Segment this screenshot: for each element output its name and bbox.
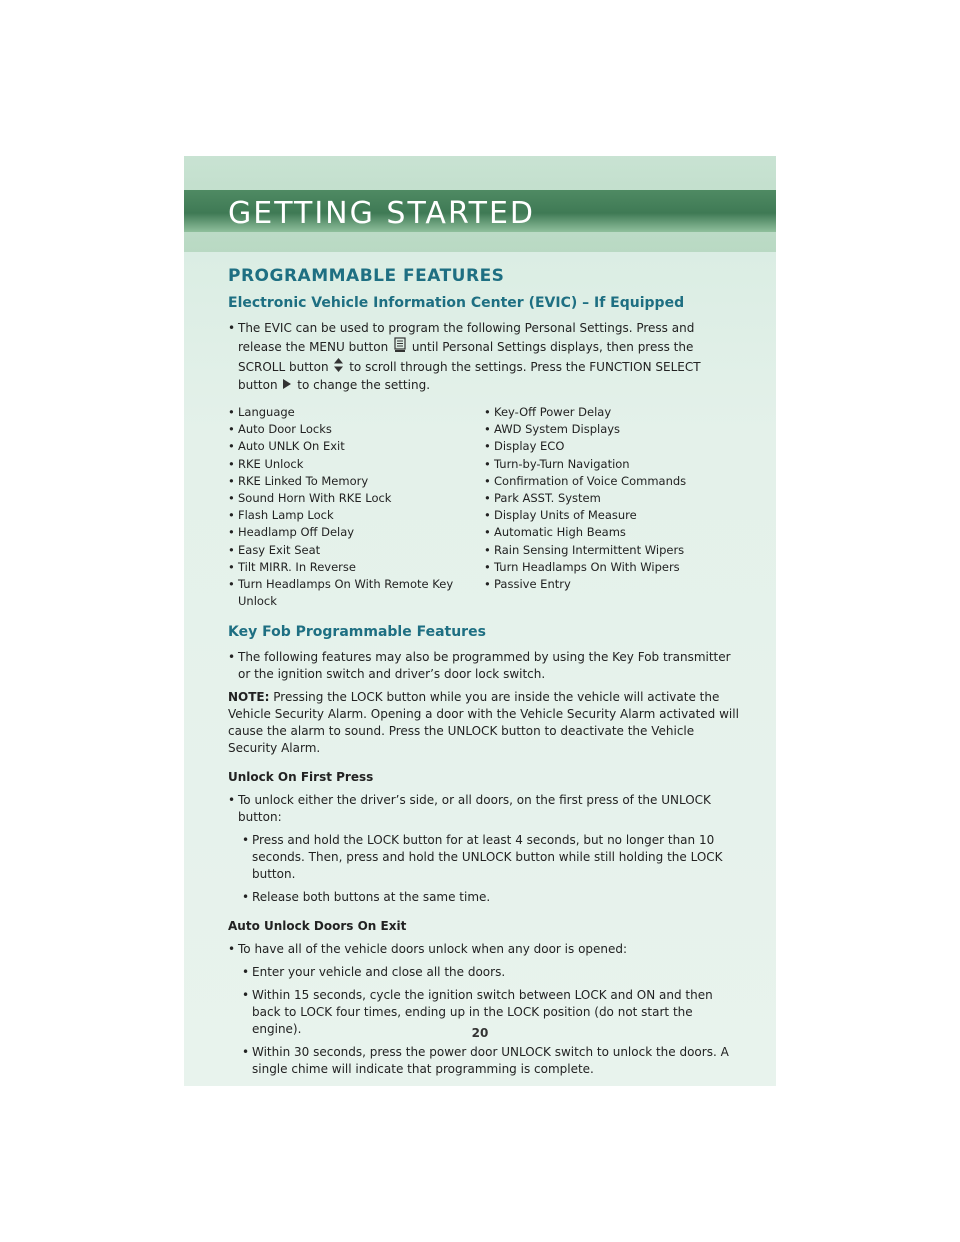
setting-item: • Headlamp Off Delay <box>228 524 484 541</box>
settings-list <box>228 404 740 610</box>
setting-item: • Confirmation of Voice Commands <box>484 473 740 490</box>
setting-item: • Language <box>228 404 484 421</box>
setting-item: • Sound Horn With RKE Lock <box>228 490 484 507</box>
page-header-title: GETTING STARTED <box>228 196 536 231</box>
section-title: PROGRAMMABLE FEATURES <box>228 266 505 286</box>
setting-item: • Rain Sensing Intermittent Wipers <box>484 542 740 559</box>
setting-item: • Easy Exit Seat <box>228 542 484 559</box>
setting-item: • Auto Door Locks <box>228 421 484 438</box>
setting-item: • Key-Off Power Delay <box>484 404 740 421</box>
auto-unlock-step: • Within 15 seconds, cycle the ignition switch between LOCK and ON and then back to LOCK four times, ending up in the LOCK position (do not start the engine). <box>228 987 740 1038</box>
note-label: NOTE: <box>228 690 270 705</box>
unlock-first-bullet: • To unlock either the driver’s side, or all doors, on the first press of the UNLOCK button: <box>228 792 740 826</box>
unlock-first-heading: Unlock On First Press <box>228 770 374 785</box>
keyfob-heading: Key Fob Programmable Features <box>228 624 486 641</box>
setting-item: • Tilt MIRR. In Reverse <box>228 559 484 576</box>
unlock-first-step: • Press and hold the LOCK button for at least 4 seconds, but no longer than 10 seconds. Then, press and hold the UNLOCK button while still holding the LOCK button. <box>228 832 740 883</box>
keyfob-bullet: • The following features may also be programmed by using the Key Fob transmitter or the ignition switch and driver’s door lock switch. <box>228 649 740 683</box>
manual-page <box>184 156 776 1086</box>
setting-item: • Turn Headlamps On With Remote Key Unlock <box>228 576 484 610</box>
auto-unlock-step: • Enter your vehicle and close all the doors. <box>228 964 740 981</box>
setting-item: • AWD System Displays <box>484 421 740 438</box>
note-paragraph <box>228 689 740 757</box>
scroll-button-icon <box>334 358 343 377</box>
setting-item: • Automatic High Beams <box>484 524 740 541</box>
setting-item: • Passive Entry <box>484 576 740 593</box>
setting-item: • Display ECO <box>484 438 740 455</box>
page-number: 20 <box>471 1026 489 1040</box>
setting-item: • RKE Linked To Memory <box>228 473 484 490</box>
evic-heading: Electronic Vehicle Information Center (EVIC) – If Equipped <box>228 295 685 311</box>
auto-unlock-bullet: • To have all of the vehicle doors unlock when any door is opened: <box>228 941 740 958</box>
settings-list-right <box>484 404 740 610</box>
setting-item: • RKE Unlock <box>228 456 484 473</box>
setting-item: • Auto UNLK On Exit <box>228 438 484 455</box>
setting-item: • Display Units of Measure <box>484 507 740 524</box>
settings-list-left <box>228 404 484 610</box>
page-content <box>228 268 740 1084</box>
auto-unlock-heading: Auto Unlock Doors On Exit <box>228 919 407 934</box>
unlock-first-step: • Release both buttons at the same time. <box>228 889 740 906</box>
note-text: Pressing the LOCK button while you are inside the vehicle will activate the Vehicle Security Alarm. Opening a door with the Vehicle Security Alarm activated will cause the alarm to sound. Press the UNLOCK button to deactivate the Vehicle Security Alarm. <box>228 690 739 756</box>
setting-item: • Park ASST. System <box>484 490 740 507</box>
auto-unlock-step: • Within 30 seconds, press the power door UNLOCK switch to unlock the doors. A single chime will indicate that programming is complete. <box>228 1044 740 1078</box>
setting-item: • Turn-by-Turn Navigation <box>484 456 740 473</box>
setting-item: • Flash Lamp Lock <box>228 507 484 524</box>
setting-item: • Turn Headlamps On With Wipers <box>484 559 740 576</box>
function-select-button-icon <box>283 377 291 394</box>
evic-intro: • The EVIC can be used to program the following Personal Settings. Press and release the MENU button until Personal Settings displays, then press the SCROLL button to scroll through the settings. Press the FUNCTION SELECT button to change the setting. <box>228 320 740 394</box>
menu-button-icon <box>394 337 406 358</box>
